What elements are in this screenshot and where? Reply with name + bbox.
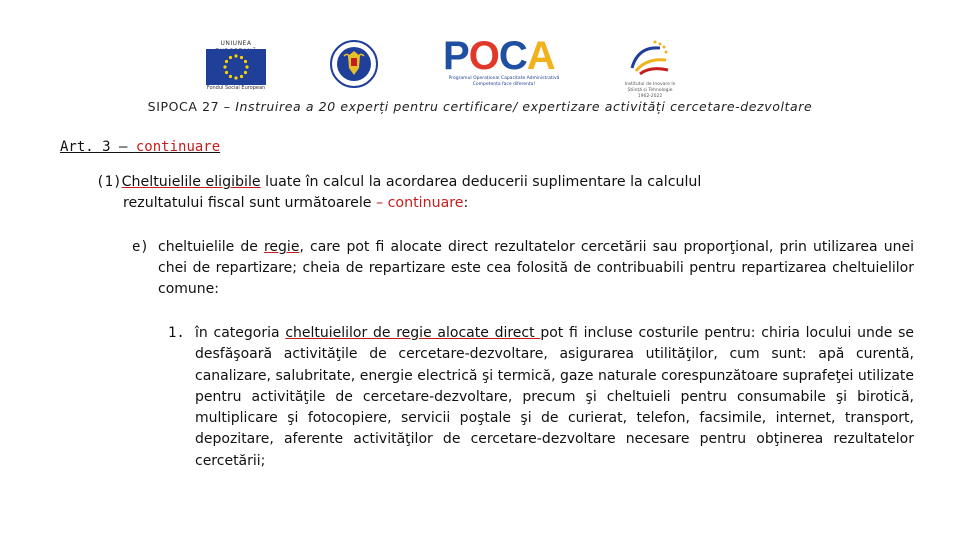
item-e-label: e) <box>132 239 149 255</box>
eu-flag-icon <box>206 49 266 85</box>
poca-subtitle: Programul Operațional Capacitate Administrativă <box>448 76 560 81</box>
poca-slogan: Competența face diferența! <box>472 82 536 87</box>
article-heading <box>60 139 220 155</box>
poca-wordmark: POCA <box>443 34 555 78</box>
item-1-label: 1. <box>168 325 185 341</box>
item-e <box>132 237 914 300</box>
paragraph-number: (1) <box>96 174 122 190</box>
institute-years: 1962-2022 <box>637 94 663 99</box>
article-sep: – <box>110 139 136 155</box>
article-continuation: continuare <box>135 139 221 155</box>
eu-caption-2: Fondul Social European <box>206 85 266 91</box>
item-1-text: în categoria cheltuielilor de regie alocate direct pot fi incluse costurile pentru: chiria locului unde se desfăşoară activităţile de cercetare-dezvoltare, asigurarea utilităţilor, cum sunt: apă curentă, canalizare, salubritate, energie electrică şi termică, gaze naturale corespunzătoare suprafeţei utilizate pentru activităţile de cercetare-dezvoltare, precum şi cheltuieli pentru consumabile şi birotică, multiplicare şi fotocopiere, servicii poştale şi de curierat, telefon, facsimile, internet, transport, depozitare, aferente activităţilor de cercetare-dezvoltare necesare pentru obţinerea rezultatelor cercetării; <box>195 325 914 469</box>
government-crest-icon <box>330 38 378 90</box>
logo-bar <box>0 34 960 99</box>
header-prefix: SIPOCA 27 – <box>147 99 236 114</box>
paragraph-text-1: luate în calcul la acordarea deducerii suplimentare la calculul <box>260 174 702 190</box>
item-1 <box>168 323 914 472</box>
header-title: Instruirea a 20 experți pentru certificare/ expertizare activități cercetare-dezvoltare <box>235 99 813 114</box>
paragraph-text-2: rezultatului fiscal sunt următoarele <box>123 195 372 211</box>
eu-caption: UNIUNEA <box>220 40 252 47</box>
paragraph-1: (1)Cheltuielile eligibile luate în calcul la acordarea deducerii suplimentare la calculul rezultatului fiscal sunt următoarele – continuare: <box>96 174 702 211</box>
institute-caption: Institutul de Inovare în Știință și Tehnologie <box>624 82 676 93</box>
item-e-text: cheltuielile de regie, care pot fi alocate direct rezultatelor cercetării sau proporţional, prin utilizarea unei chei de repartizare; cheia de repartizare este cea folosită de contribuabili pentru repartizarea cheltuielilor comune: <box>158 239 915 297</box>
regie-term: regie <box>263 239 300 255</box>
eligible-costs-term: Cheltuielile eligibile <box>121 174 261 190</box>
institute-logo-icon <box>622 38 678 99</box>
page-header <box>0 99 960 114</box>
article-label: Art. 3 <box>60 139 111 155</box>
eu-logo <box>205 40 267 94</box>
paragraph-continuation: continuare <box>387 195 464 211</box>
poca-logo-icon <box>443 36 565 94</box>
direct-overhead-term: cheltuielilor de regie alocate direct <box>285 325 541 341</box>
